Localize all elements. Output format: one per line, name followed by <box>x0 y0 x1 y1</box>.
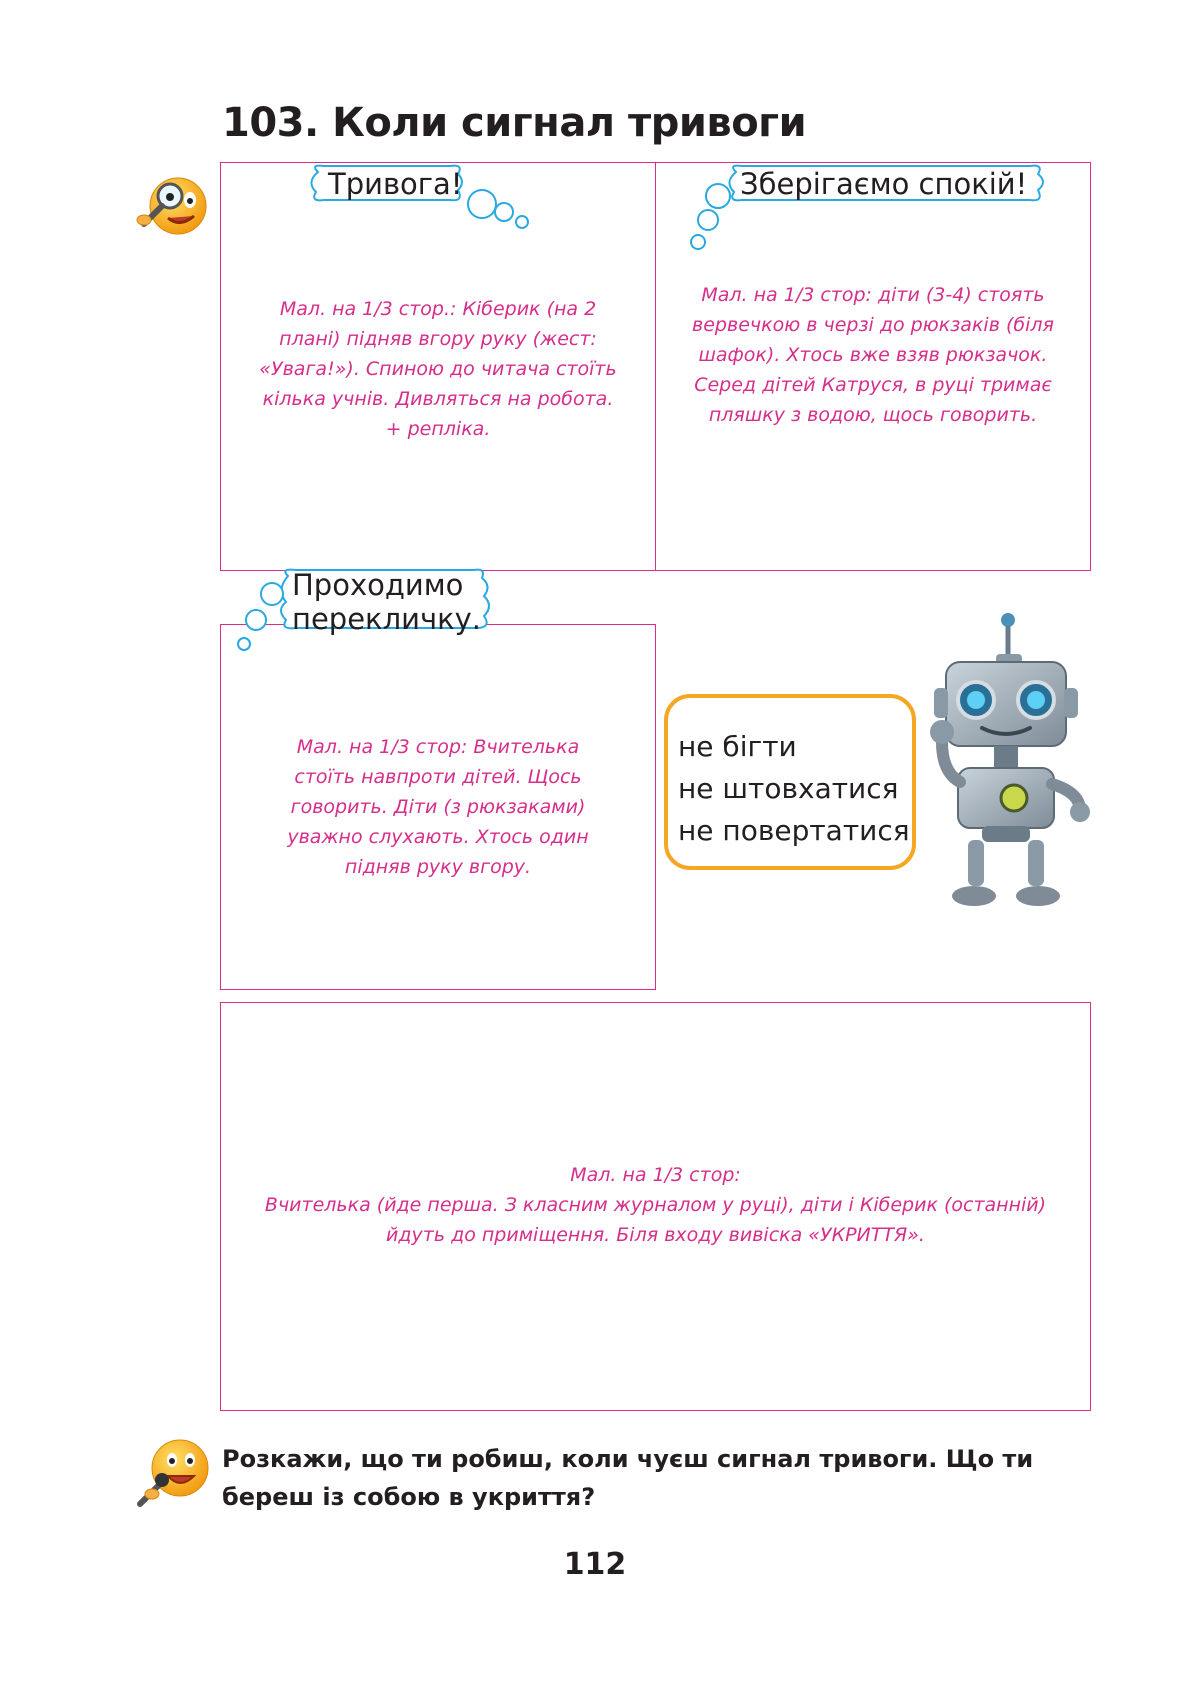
rule-item: не штовхатися <box>678 772 899 805</box>
bubble-text-3: Проходимо перекличку. <box>292 568 481 636</box>
rules-box <box>664 694 916 870</box>
panel-4-description: Мал. на 1/3 стор: Вчителька (йде перша. З класним журналом у руці), діти і Кіберик (останній) йдуть до приміщення. Біля входу вивіска «УКРИТТЯ». <box>264 1164 1047 1246</box>
magnifier-emoji-icon <box>132 168 212 240</box>
robot-illustration <box>912 612 1092 912</box>
bubble-text-2: Зберігаємо спокій! <box>740 167 1028 201</box>
panel-3-description: Мал. на 1/3 стор: Вчителька стоїть навпроти дітей. Щось говорить. Діти (з рюкзаками) уважно слухають. Хтось один підняв руку вгору. <box>287 736 589 878</box>
page-title: 103. Коли сигнал тривоги <box>222 100 807 146</box>
page-number: 112 <box>563 1547 627 1582</box>
bubble-text-1: Тривога! <box>328 167 463 201</box>
discussion-question: Розкажи, що ти робиш, коли чуєш сигнал тривоги. Що ти береш із собою в укриття? <box>222 1445 1034 1511</box>
rule-item: не повертатися <box>678 814 910 847</box>
panel-1-description: Мал. на 1/3 стор.: Кіберик (на 2 плані) підняв вгору руку (жест: «Увага!»). Спиною до читача стоїть кілька учнів. Дивляться на робота. + репліка. <box>259 298 617 440</box>
rule-item: не бігти <box>678 730 797 763</box>
panel-2-description: Мал. на 1/3 стор: діти (3-4) стоять вервечкою в черзі до рюкзаків (біля шафок). Хтось вже взяв рюкзачок. Серед дітей Катруся, в руці тримає пляшку з водою, щось говорить. <box>692 284 1054 426</box>
microphone-emoji-icon <box>132 1434 212 1510</box>
